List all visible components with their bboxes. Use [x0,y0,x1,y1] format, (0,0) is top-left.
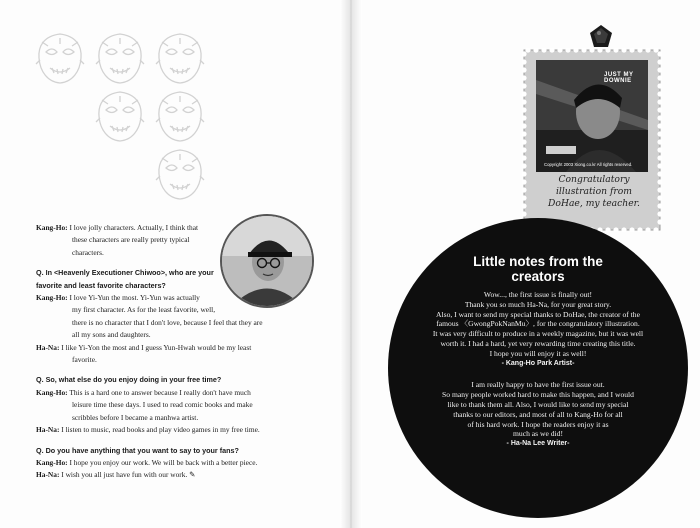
interview-question [36,445,336,457]
answer-text: I love Yi-Yun the most. Yi-Yun was actually [67,293,200,303]
left-page [0,0,345,528]
mask-ornament-icon [154,30,206,86]
notes-title: Little notes from the creators [473,254,603,284]
answer-text: I like Yi-Yon the most and I guess Yun-Hwah would be my least [59,342,252,352]
paragraph-gap [36,259,336,267]
note-line: worth it. I had a hard, yet very rewarding time creating this title. [440,338,636,348]
pencil-icon: ✎ [187,470,196,480]
artist-signature: - Kang-Ho Park Artist- [501,359,575,367]
speaker-label: Ha-Na: [36,342,60,352]
mask-ornament-icon [154,88,206,144]
interview-answer [36,469,336,481]
question-text: Q. In <Heavenly Executioner Chiwoo>, who are your [36,268,214,278]
answer-text: I love jolly characters. Actually, I think that [67,223,199,232]
answer-continuation: all my sons and daughters. [72,330,151,340]
note-line: I hope you will enjoy it as well! [489,348,587,358]
speaker-label: Kang-Ho: [36,457,68,467]
question-text: Q. Do you have anything that you want to say to your fans? [36,445,239,455]
interview-question [36,374,336,386]
copyright-text: Copyright 2003 Xiong.co.kr All rights reserved. [544,162,633,167]
note-line: Also, I want to send my special thanks to DoHae, the creator of the [436,309,640,319]
answer-continuation: my first character. As for the least favorite, well, [72,305,216,315]
answer-text: I wish you all just have fun with our work. [59,470,188,480]
writer-signature: - Ha-Na Lee Writer- [506,440,570,448]
interview-text [36,222,336,482]
mask-ornament-icon [94,30,146,86]
paragraph-gap [36,366,336,374]
interview-answer [36,292,336,304]
answer-continuation: these characters are really pretty typical [72,235,190,245]
note-line: of his hard work. I hope the readers enjoy it as [467,419,609,429]
answer-text: I hope you enjoy our work. We will be back with a better piece. [67,457,258,467]
answer-text: This is a hard one to answer because I really don't have much [67,387,251,397]
answer-text: I listen to music, read books and play video games in my free time. [59,425,260,435]
note-line: much as we did! [513,429,563,439]
interview-answer [36,424,336,436]
interview-answer [36,457,336,469]
note-line: So many people worked hard to make this happen, and I would [442,390,634,400]
interview-answer [36,387,336,399]
illustration-title: JUST MY DOWNIE [604,72,634,84]
answer-continuation: characters. [72,247,104,257]
interview-answer [36,222,336,234]
note-line: It was very difficult to produce in a weekly magazine, but it was well [432,329,644,339]
speaker-label: Kang-Ho: [36,293,68,303]
paragraph-gap [394,368,682,380]
mask-ornament-icon [94,88,146,144]
note-line: Wow..., the first issue is finally out! [483,290,593,299]
interview-question [36,280,336,292]
speaker-label: Kang-Ho: [36,223,68,232]
notes-body [394,290,682,449]
pushpin-icon [588,24,614,50]
speaker-label: Ha-Na: [36,425,60,435]
congratulatory-stamp [522,48,662,232]
note-line: like to thank them all. Also, I would like to send my special [447,399,629,409]
interview-question [36,267,336,279]
answer-continuation: favorite. [72,355,97,365]
interview-answer [36,342,336,354]
question-text: Q. So, what else do you enjoy doing in your free time? [36,375,222,385]
answer-continuation: scribbles before I became a manhwa artist. [72,412,199,422]
answer-continuation: leisure time these days. I used to read comic books and make [72,400,253,410]
note-line: I am really happy to have the first issue out. [471,380,605,390]
answer-continuation: there is no character that I don't love, because I feel that they are [72,317,263,327]
paragraph-gap [36,437,336,445]
speaker-label: Kang-Ho: [36,387,68,397]
mask-ornament-icon [154,146,206,202]
question-text: favorite and least favorite characters? [36,280,166,290]
stamp-caption: Congratulatory illustration from DoHae, my teacher. [548,174,640,209]
speaker-label: Ha-Na: [36,470,60,480]
mask-ornament-icon [34,30,86,86]
note-line: famous 〈GwongPokNanMu〉, for the congratulatory illustration. [436,319,640,329]
note-line: thanks to our editors, and most of all to Kang-Ho for all [453,409,623,419]
note-line: Thank you so much Ha-Na, for your great story. [464,299,612,309]
